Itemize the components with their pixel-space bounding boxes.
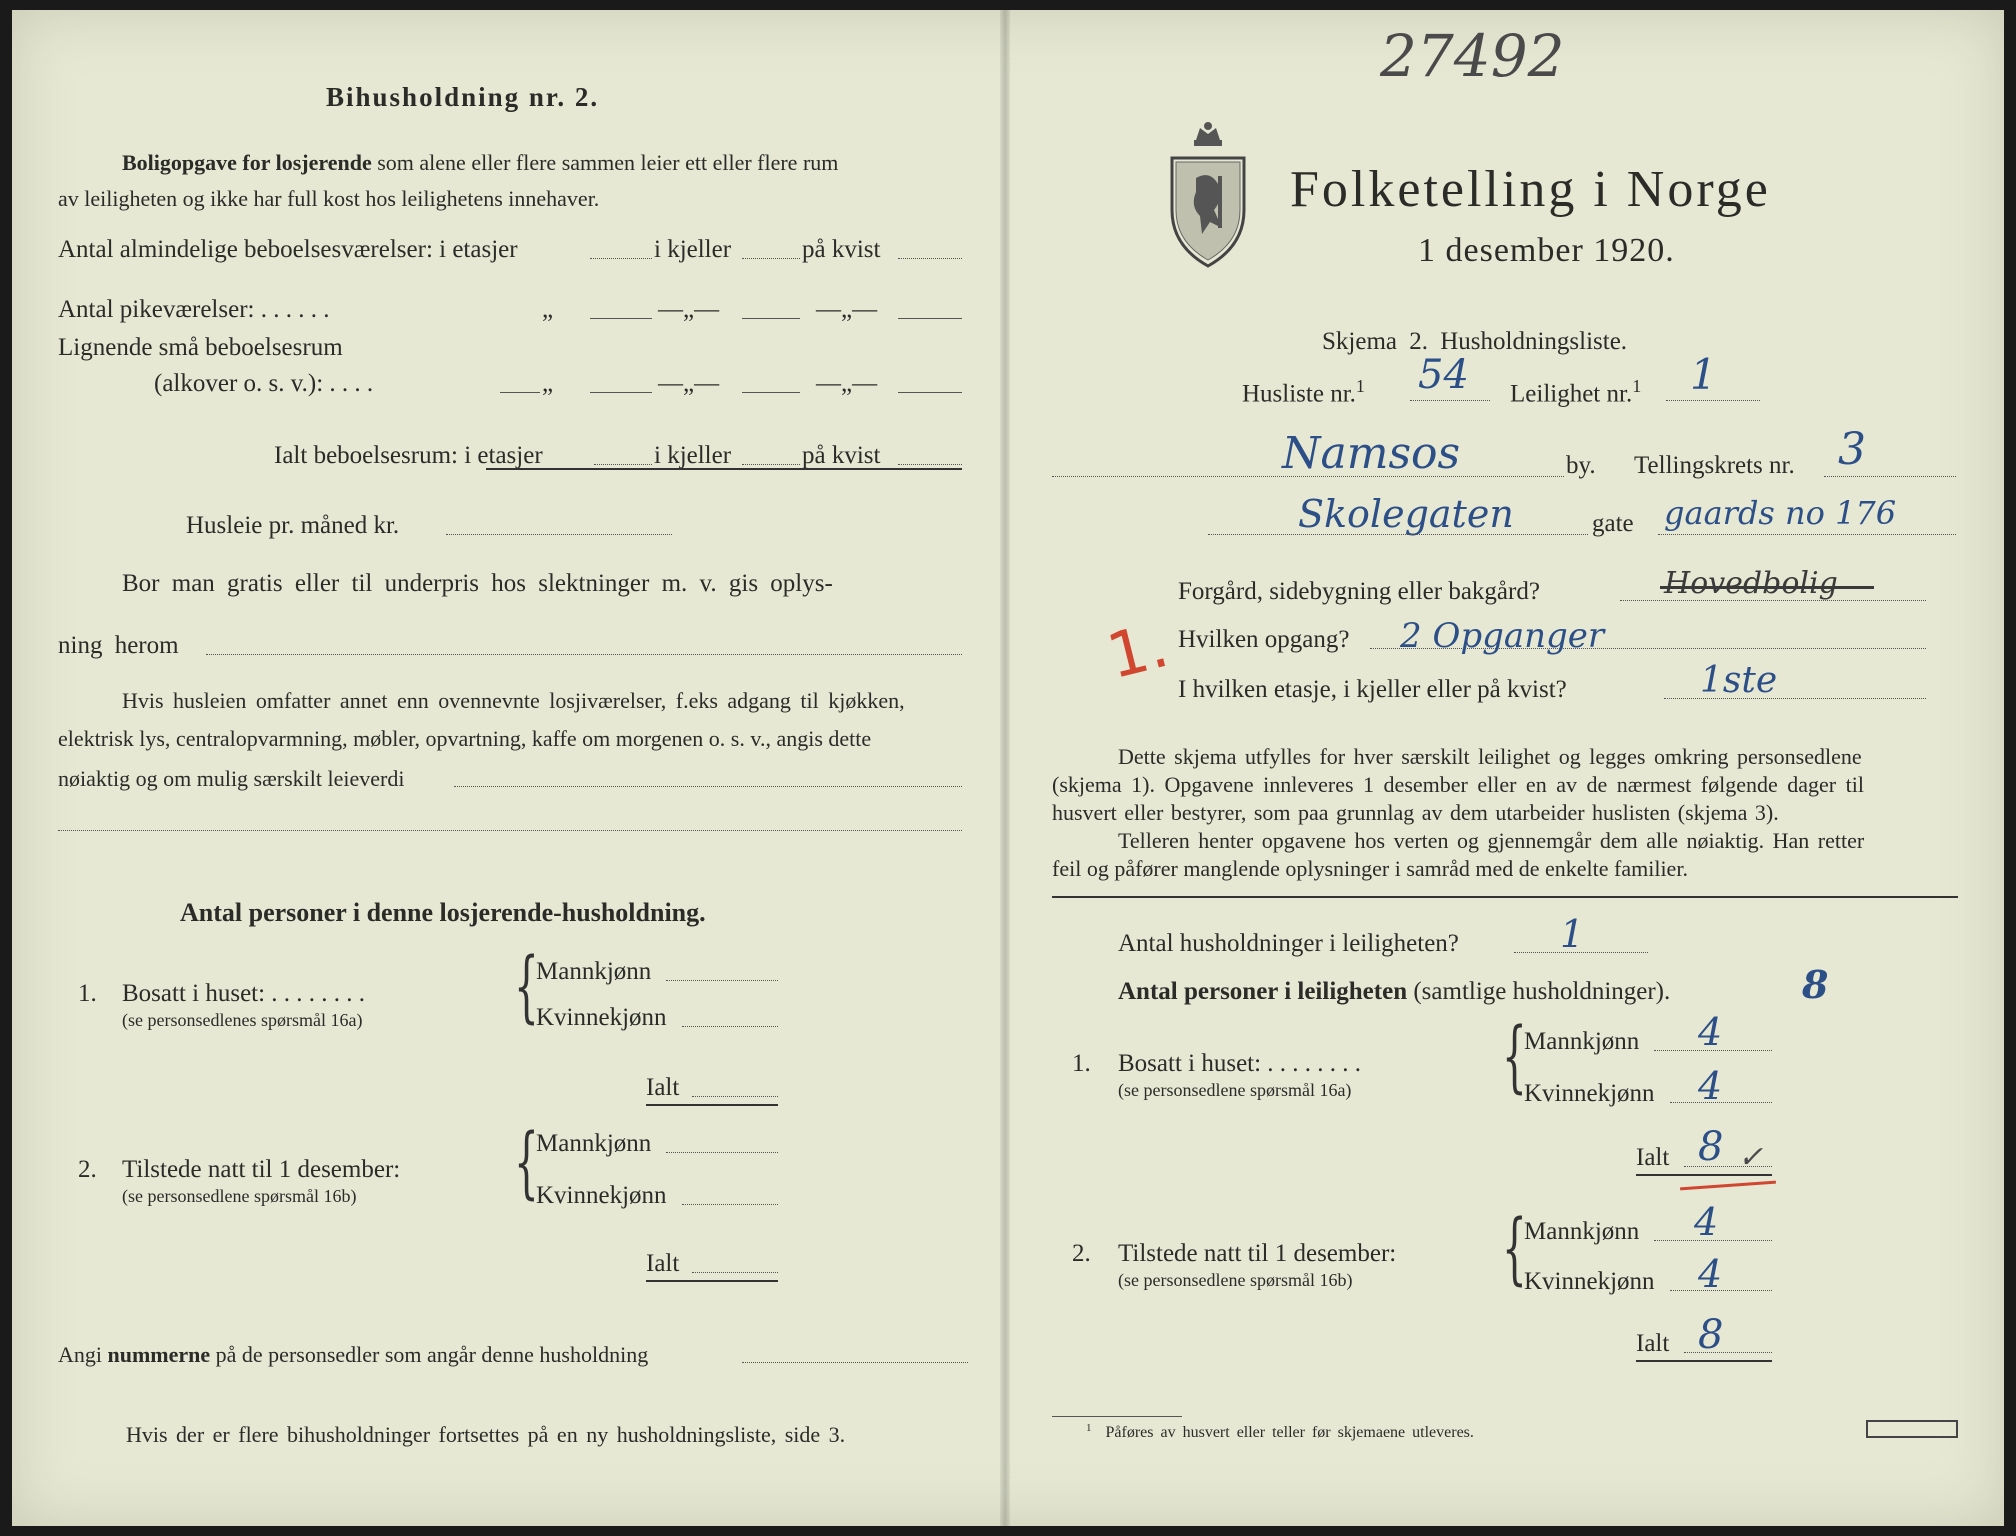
husliste-text: Husliste nr. [1242, 380, 1356, 408]
right-q2-label: Tilstede natt til 1 desember: [1118, 1240, 1397, 1267]
row-hvis-2: elektrisk lys, centralopvarmning, møbler, opvartning, kaffe om morgenen o. s. v., angis dette [58, 726, 872, 751]
right-q2-ialt-value: 8 [1698, 1312, 1724, 1358]
gate-label: gate [1592, 510, 1634, 537]
row-hvis-1: Hvis husleien omfatter annet enn ovennevnte losjiværelser, f.eks adgang til kjøkken, [122, 688, 905, 713]
right-q1-kvinne-value: 4 [1698, 1064, 1723, 1108]
forgard-strike [1660, 586, 1874, 589]
field-husleie[interactable] [446, 534, 672, 535]
row-almindelige: Antal almindelige beboelsesværelser: i etasjer [58, 236, 518, 263]
field-pike-kjeller[interactable] [742, 318, 800, 319]
printer-stamp [1866, 1420, 1958, 1438]
row-husleie: Husleie pr. måned kr. [186, 512, 400, 539]
left-q1-mann-field[interactable] [666, 980, 778, 981]
field-lign-kvist[interactable] [898, 392, 962, 393]
left-q2-ialt-field[interactable] [692, 1272, 778, 1273]
field-pike-kvist[interactable] [898, 318, 962, 319]
left-q1-kvinne-field[interactable] [682, 1026, 778, 1027]
row-bor-1: Bor man gratis eller til underpris hos slektninger m. v. gis oplys- [122, 570, 833, 597]
label-i-kjeller: i kjeller [654, 236, 732, 263]
right-q2-kvinne-value: 4 [1698, 1252, 1723, 1296]
field-pike-etasjer[interactable] [590, 318, 652, 319]
left-antal-title: Antal personer i denne losjerende-husholdning. [180, 898, 706, 927]
leilighet-text: Leilighet nr. [1510, 380, 1633, 408]
left-q1-mann-label: Mannkjønn [536, 958, 652, 985]
left-q1-brace: { [514, 942, 539, 1032]
right-q1-sub: (se personsedlene spørsmål 16a) [1118, 1080, 1352, 1100]
field-leieverdi[interactable] [454, 786, 962, 787]
row-lignende-1: Lignende små beboelsesrum [58, 334, 343, 361]
leilighet-field[interactable] [1666, 400, 1760, 401]
right-q1-ialt-rule [1636, 1174, 1772, 1176]
etasje-label: I hvilken etasje, i kjeller eller på kvist? [1178, 676, 1567, 703]
ditto-mark: —„— [816, 370, 878, 397]
husliste-value: 54 [1418, 352, 1469, 398]
right-q1-kvinne-label: Kvinnekjønn [1524, 1080, 1655, 1107]
left-footer: Hvis der er flere bihusholdninger fortsettes på en ny husholdningsliste, side 3. [126, 1422, 846, 1447]
footnote-text: Påføres av husvert eller teller før skjemaene utleveres. [1105, 1424, 1474, 1442]
husliste-field[interactable] [1410, 400, 1490, 401]
right-date: 1 desember 1920. [1418, 232, 1675, 269]
opgang-value: 2 Opganger [1400, 616, 1605, 656]
left-angi [58, 1342, 648, 1368]
left-q1-sub: (se personsedlenes spørsmål 16a) [122, 1010, 363, 1030]
angi-pre: Angi [58, 1342, 102, 1367]
right-q2-mann-label: Mannkjønn [1524, 1218, 1640, 1245]
field-alm-kjeller[interactable] [742, 258, 800, 259]
footnote [1086, 1422, 1474, 1442]
right-q1-mann-label: Mannkjønn [1524, 1028, 1640, 1055]
opgang-label: Hvilken opgang? [1178, 626, 1350, 653]
left-q2-ialt-label: Ialt [646, 1250, 680, 1277]
row-ialt-beboelsesrum: Ialt beboelsesrum: i etasjer [274, 442, 543, 469]
ditto-mark: —„— [658, 370, 720, 397]
right-q1-label: Bosatt i huset: . . . . . . . . [1118, 1050, 1362, 1077]
leilighet-sup: 1 [1632, 376, 1642, 396]
antal-hush-value: 1 [1560, 912, 1585, 956]
ditto-mark: —„— [816, 296, 878, 323]
intro-line-2: av leiligheten og ikke har full kost hos leilighetens innehaver. [58, 186, 600, 211]
by-label: by. [1566, 452, 1596, 479]
field-alm-etasjer[interactable] [590, 258, 652, 259]
footnote-rule [1052, 1416, 1182, 1417]
right-q2-brace: { [1502, 1204, 1527, 1294]
field-leieverdi-2[interactable] [58, 830, 962, 831]
left-q2-kvinne-field[interactable] [682, 1204, 778, 1205]
left-q1-kvinne-label: Kvinnekjønn [536, 1004, 667, 1031]
footnote-num: 1 [1086, 1422, 1092, 1434]
left-q2-mann-label: Mannkjønn [536, 1130, 652, 1157]
note-line-1: Dette skjema utfylles for hver særskilt leilighet og legges omkring personsedlene [1118, 744, 1862, 769]
city-field[interactable] [1052, 476, 1564, 477]
right-q2-mann-value: 4 [1694, 1200, 1719, 1244]
right-q1-ialt-label: Ialt [1636, 1144, 1670, 1171]
krets-field[interactable] [1824, 476, 1956, 477]
row-bor-2: ning herom [58, 632, 179, 659]
ditto-mark: „ [542, 296, 554, 323]
husliste-sup: 1 [1355, 376, 1365, 396]
field-ialt-etasjer[interactable] [594, 464, 652, 465]
left-q1-ialt-rule [646, 1104, 778, 1106]
antal-pers-value: 8 [1802, 962, 1829, 1007]
left-q1-label: Bosatt i huset: . . . . . . . . [122, 980, 366, 1007]
ditto-mark: —„— [658, 296, 720, 323]
krets-label: Tellingskrets nr. [1634, 452, 1795, 479]
intro-rest: som alene eller flere sammen leier ett eller flere rum [377, 150, 839, 175]
leilighet-value: 1 [1690, 350, 1717, 399]
row-hvis-3: nøiaktig og om mulig særskilt leieverdi [58, 766, 405, 791]
left-q2-kvinne-label: Kvinnekjønn [536, 1182, 667, 1209]
left-q2-sub: (se personsedlene spørsmål 16b) [122, 1186, 357, 1206]
etasje-value: 1ste [1700, 660, 1778, 701]
skjema-label: Skjema 2. Husholdningsliste. [1322, 328, 1628, 355]
label-paa-kvist: på kvist [802, 236, 881, 263]
street-value: Skolegaten [1298, 492, 1514, 536]
left-q1-ialt-label: Ialt [646, 1074, 680, 1101]
right-title: Folketelling i Norge [1290, 161, 1771, 218]
forgard-value: Hovedbolig [1664, 566, 1838, 601]
check-mark-icon: ✓ [1738, 1140, 1764, 1175]
note-line-3: husvert eller bestyrer, som paa grunnlag av dem utarbeider huslisten (skjema 3). [1052, 800, 1779, 825]
intro-line-1 [122, 150, 838, 176]
label-paa-kvist: på kvist [802, 442, 881, 469]
field-ialt-kjeller[interactable] [742, 464, 800, 465]
ialt-underline [486, 468, 962, 470]
right-q2-ialt-rule [1636, 1360, 1772, 1362]
intro-bold: Boligopgave for losjerende [122, 150, 372, 175]
antal-pers-bold: Antal personer i leiligheten [1118, 978, 1408, 1005]
angi-post: på de personsedler som angår denne husholdning [215, 1342, 649, 1367]
field-angi[interactable] [742, 1362, 968, 1363]
city-value: Namsos [1282, 428, 1461, 479]
street-field[interactable] [1208, 534, 1588, 535]
archive-number: 27492 [1380, 22, 1565, 90]
krets-value: 3 [1838, 424, 1866, 475]
red-pencil-mark: 1. [1100, 607, 1176, 694]
field-ialt-kvist[interactable] [898, 464, 962, 465]
right-q2-sub: (se personsedlene spørsmål 16b) [1118, 1270, 1353, 1290]
right-q2-ialt-label: Ialt [1636, 1330, 1670, 1357]
left-q1-num: 1. [78, 980, 97, 1007]
right-q1-num: 1. [1072, 1050, 1091, 1077]
field-lign-etasjer[interactable] [590, 392, 652, 393]
left-q2-label: Tilstede natt til 1 desember: [122, 1156, 401, 1183]
right-section-rule [1052, 896, 1958, 898]
note-line-5: feil og påfører manglende oplysninger i samråd med de enkelte familier. [1052, 856, 1688, 881]
antal-pers-row [1118, 978, 1670, 1006]
left-title: Bihusholdning nr. 2. [326, 82, 600, 112]
field-alm-kvist[interactable] [898, 258, 962, 259]
left-q2-mann-field[interactable] [666, 1152, 778, 1153]
row-pikevaerelser: Antal pikeværelser: . . . . . . [58, 296, 330, 323]
antal-pers-rest: (samtlige husholdninger). [1413, 978, 1671, 1005]
note-line-2: (skjema 1). Opgavene innleveres 1 desember eller en av de nærmest følgende dager til [1052, 772, 1864, 797]
left-q2-ialt-rule [646, 1280, 778, 1282]
right-q1-brace: { [1502, 1012, 1527, 1102]
left-q1-ialt-field[interactable] [692, 1096, 778, 1097]
angi-bold: nummerne [107, 1342, 211, 1367]
husliste-label [1242, 376, 1365, 408]
right-q1-mann-value: 4 [1698, 1010, 1723, 1054]
leilighet-label [1510, 376, 1641, 408]
field-lign-kjeller[interactable] [742, 392, 800, 393]
gaard-value: gaards no 176 [1664, 494, 1897, 532]
field-lign-lead[interactable] [500, 392, 540, 393]
label-i-kjeller: i kjeller [654, 442, 732, 469]
field-bor[interactable] [206, 654, 962, 655]
forgard-label: Forgård, sidebygning eller bakgård? [1178, 578, 1540, 605]
note-line-4: Telleren henter opgavene hos verten og gjennemgår dem alle nøiaktig. Han retter [1118, 828, 1865, 853]
right-q1-ialt-value: 8 [1698, 1124, 1724, 1170]
row-lignende-2: (alkover o. s. v.): . . . . [154, 370, 374, 397]
page-fold [1000, 10, 1010, 1526]
ditto-mark: „ [542, 370, 554, 397]
antal-hush-label: Antal husholdninger i leiligheten? [1118, 930, 1459, 957]
left-q2-num: 2. [78, 1156, 97, 1183]
right-q2-num: 2. [1072, 1240, 1091, 1267]
coat-of-arms-icon [1166, 118, 1250, 270]
right-q2-kvinne-label: Kvinnekjønn [1524, 1268, 1655, 1295]
left-q2-brace: { [514, 1118, 539, 1208]
gaard-field[interactable] [1658, 534, 1956, 535]
